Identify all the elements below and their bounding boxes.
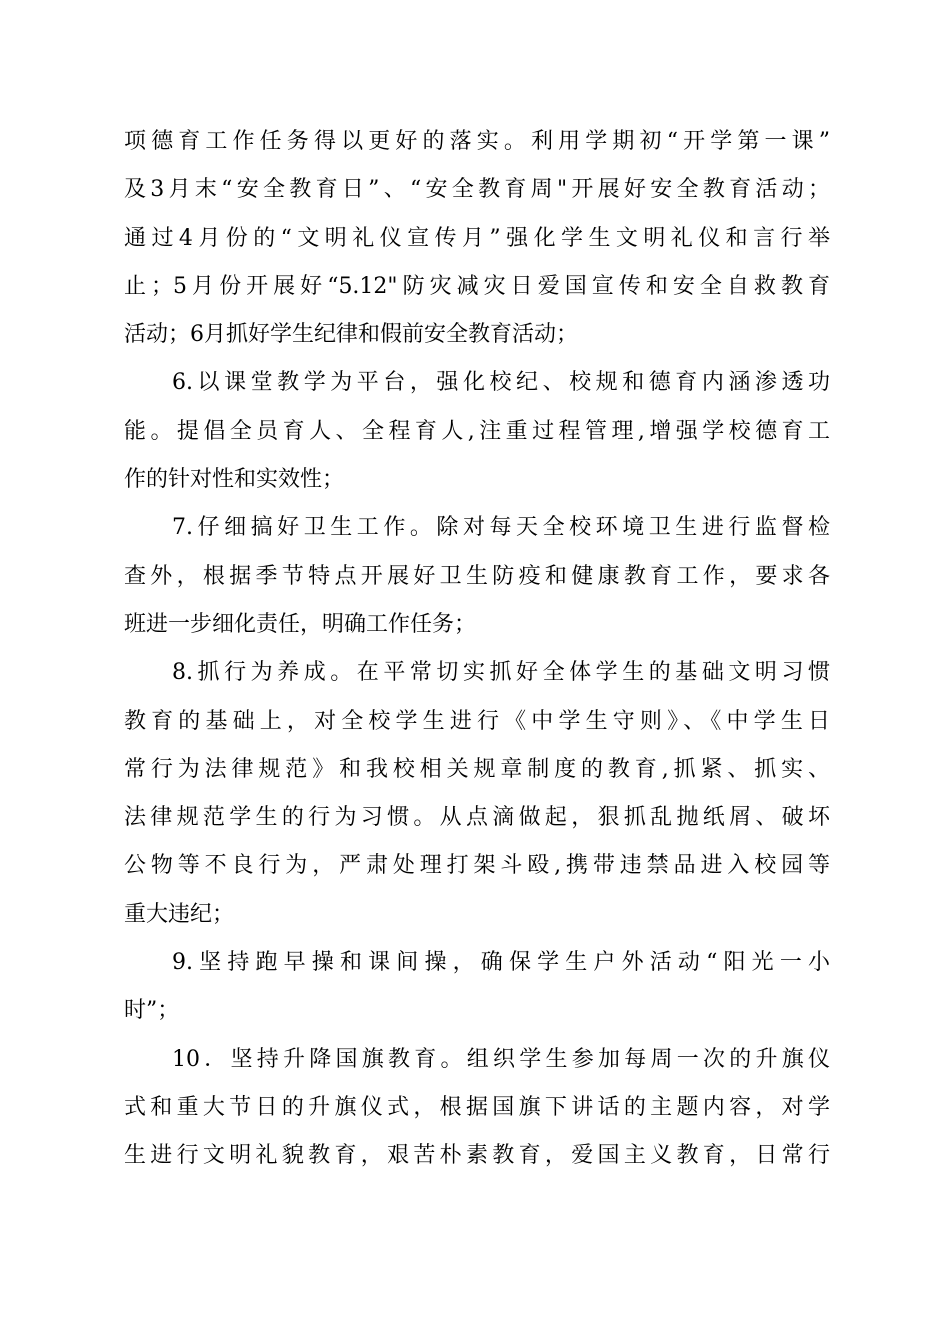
text-line: 教育的基础上，对全校学生进行《中学生守则》、《中学生日 xyxy=(124,708,830,734)
text-line: 班进一步细化责任，明确工作任务； xyxy=(124,611,477,637)
paragraph-8-line: 8.抓行为养成。在平常切实抓好全体学生的基础文明习惯 xyxy=(172,660,830,686)
text-line: 式和重大节日的升旗仪式，根据国旗下讲话的主题内容，对学 xyxy=(124,1094,830,1120)
text-line: 查外，根据季节特点开展好卫生防疫和健康教育工作，要求各 xyxy=(124,563,830,589)
text-line: 及3月末“安全教育日”、“安全教育周"开展好安全教育活动； xyxy=(124,177,830,203)
text-line: 通过4月份的“文明礼仪宣传月”强化学生文明礼仪和言行举 xyxy=(124,225,830,251)
text-line: 重大违纪； xyxy=(124,901,235,927)
paragraph-6-line: 6.以课堂教学为平台，强化校纪、校规和德育内涵渗透功 xyxy=(172,370,830,396)
text-line: 常行为法律规范》和我校相关规章制度的教育,抓紧、抓实、 xyxy=(124,756,830,782)
text-line: 公物等不良行为，严肃处理打架斗殴,携带违禁品进入校园等 xyxy=(124,853,830,879)
paragraph-9-line: 9.坚持跑早操和课间操，确保学生户外活动“阳光一小 xyxy=(172,950,830,976)
document-body xyxy=(124,118,830,1181)
text-line: 时”； xyxy=(124,998,180,1024)
text-line: 法律规范学生的行为习惯。从点滴做起，狠抓乱抛纸屑、破坏 xyxy=(124,805,830,831)
paragraph-7-line: 7.仔细搞好卫生工作。除对每天全校环境卫生进行监督检 xyxy=(172,515,830,541)
text-line: 止；5月份开展好“5.12"防灾减灾日爱国宣传和安全自救教育 xyxy=(124,273,830,299)
text-line: 活动；6月抓好学生纪律和假前安全教育活动； xyxy=(124,322,578,348)
text-line: 项德育工作任务得以更好的落实。利用学期初“开学第一课” xyxy=(124,129,830,154)
text-line: 作的针对性和实效性； xyxy=(124,467,345,493)
text-line: 能。提倡全员育人、全程育人,注重过程管理,增强学校德育工 xyxy=(124,418,830,444)
paragraph-10-line: 10．坚持升降国旗教育。组织学生参加每周一次的升旗仪 xyxy=(172,1046,830,1072)
text-line: 生进行文明礼貌教育，艰苦朴素教育，爱国主义教育，日常行 xyxy=(124,1143,830,1169)
